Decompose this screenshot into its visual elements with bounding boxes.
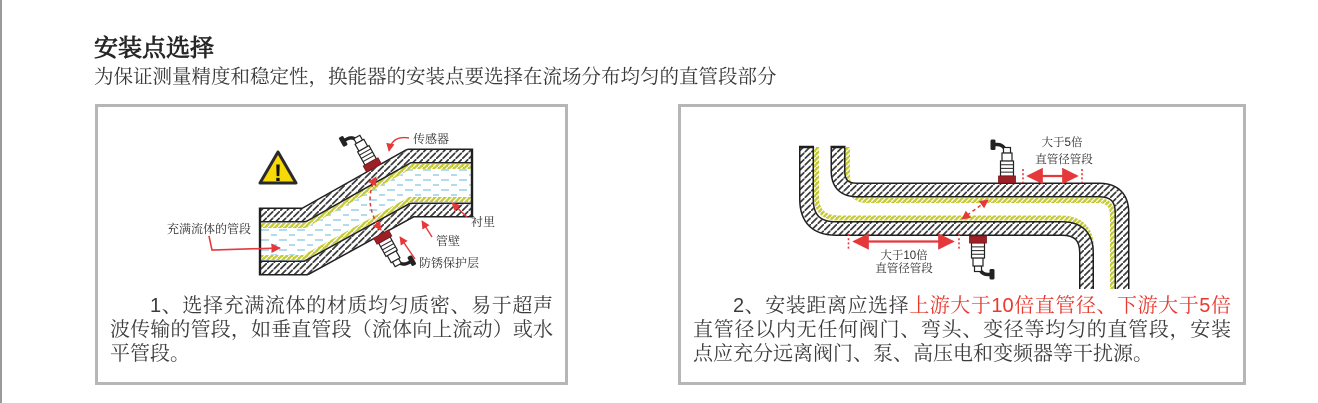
anti-rust-callout-arrow [400, 237, 415, 259]
upstream-label-line2: 直管径管段 [875, 263, 933, 275]
panel-installation-pipe [95, 104, 568, 385]
left-caption-text: 1、选择充满流体的材质均匀质密、易于超声波传输的管段，如垂直管段（流体向上流动）或水平管段。 [110, 295, 553, 365]
downstream-distance-annotation [1023, 135, 1093, 183]
right-caption [693, 295, 1231, 366]
left-diagram [98, 107, 565, 289]
upstream-label-line1: 大于10倍 [880, 250, 928, 262]
warning-exclamation: ! [274, 160, 282, 187]
pipe-wall-callout-arrow [422, 221, 432, 237]
anti-rust-label: 防锈保护层 [419, 256, 480, 270]
page-title: 安装点选择 [94, 35, 214, 62]
warning-icon [260, 152, 296, 187]
right-diagram [681, 107, 1243, 289]
transducer-top-icon [991, 140, 1016, 184]
right-caption-part2: 直管径以内无任何阀门、弯头、变径等均匀的直管段，安装点应充分远离阀门、泵、高压电和变频器等干扰源。 [693, 318, 1231, 365]
transducer-bottom-icon [970, 236, 995, 280]
page-subtitle: 为保证测量精度和稳定性，换能器的安装点要选择在流场分布均匀的直管段部分 [94, 66, 777, 88]
downstream-label-line1: 大于5倍 [1041, 137, 1083, 149]
fluid-pipe-label: 充满流体的管段 [166, 222, 251, 236]
left-caption [110, 295, 553, 366]
lining-label: 衬里 [471, 215, 496, 229]
right-caption-part1: 2、安装距离应选择 [733, 295, 910, 317]
downstream-label-line2: 直管径管段 [1035, 154, 1093, 166]
sensor-callout-arrow [389, 138, 409, 151]
panel-installation-distance [678, 104, 1246, 385]
right-caption-highlight: 上游大于10倍直管径、下游大于5倍 [909, 295, 1231, 317]
upstream-distance-annotation [849, 234, 960, 275]
sensor-label: 传感器 [413, 132, 450, 146]
pipe-wall-label: 管壁 [436, 234, 461, 248]
